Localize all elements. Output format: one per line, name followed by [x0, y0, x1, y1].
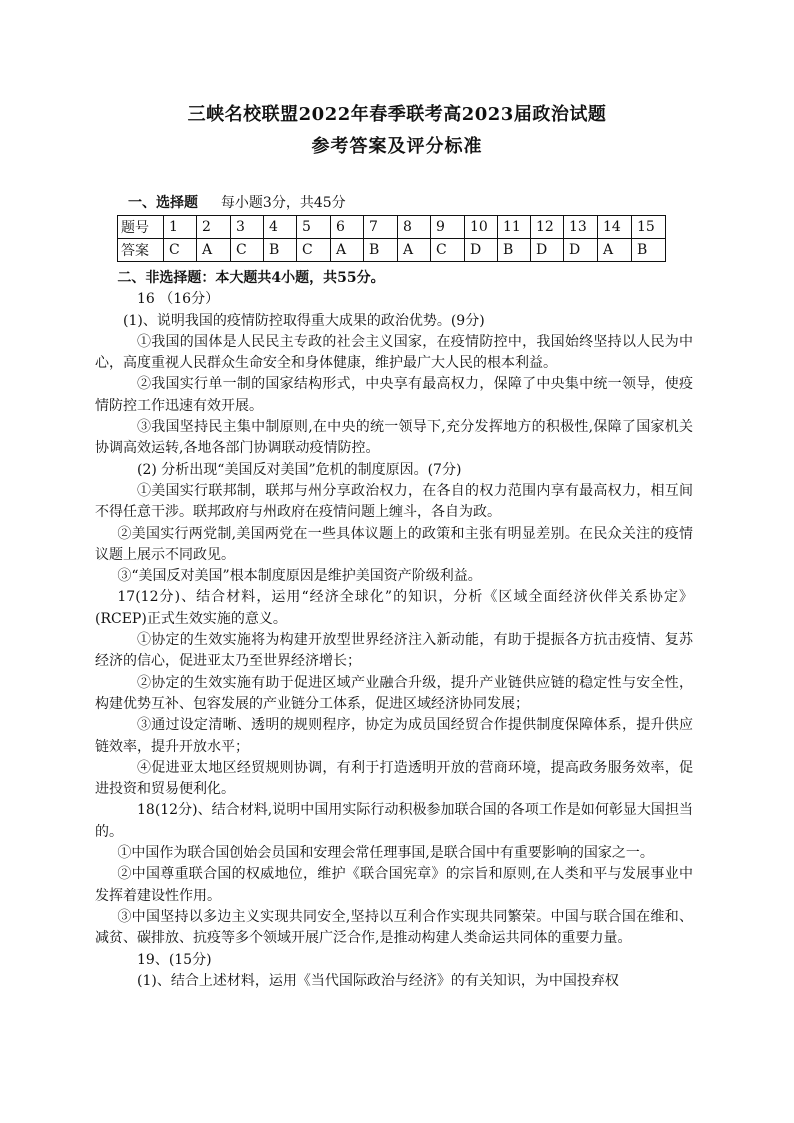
answer-cell: B — [632, 239, 666, 262]
table-row-label: 题号 — [118, 216, 164, 239]
question-16-part-1: (1)、说明我国的疫情防控取得重大成果的政治优势。(9分) — [123, 312, 485, 329]
answer-point: ②中国尊重联合国的权威地位，维护《联合国宪章》的宗旨和原则,在人类和平与发展事业中发挥着建设性作用。 — [95, 866, 693, 904]
question-18-heading: 18(12分)、结合材料,说明中国用实际行动积极参加联合国的各项工作是如何彰显大国担当的。 — [95, 802, 693, 840]
question-number: 3 — [231, 216, 264, 239]
question-17-heading: 17(12分)、结合材料，运用“经济全球化”的知识，分析《区域全面经济伙伴关系协定》(RCEP)正式生效实施的意义。 — [95, 589, 693, 627]
question-16-part-2: (2) 分析出现“美国反对美国”危机的制度原因。(7分) — [137, 461, 462, 478]
question-number: 5 — [297, 216, 331, 239]
answer-point: ②协定的生效实施有助于促进区域产业融合升级，提升产业链供应链的稳定性与安全性，构建优势互补、包容发展的产业链分工体系，促进区域经济协同发展； — [95, 674, 693, 712]
answer-cell: C — [297, 239, 331, 262]
question-number: 13 — [564, 216, 598, 239]
answer-cell: A — [331, 239, 364, 262]
answer-point: ①美国实行联邦制，联邦与州分享政治权力，在各自的权力范围内享有最高权力，相互间不得任意干涉。联邦政府与州政府在疫情问题上缠斗，各自为政。 — [95, 482, 693, 521]
table-row-label: 答案 — [118, 239, 164, 262]
answer-cell: A — [598, 239, 632, 262]
answer-point: ①协定的生效实施将为构建开放型世界经济注入新动能，有助于提振各方抗击疫情、复苏经济的信心，促进亚太乃至世界经济增长； — [95, 632, 693, 670]
answer-table-number-row — [118, 216, 666, 239]
question-number: 4 — [264, 216, 297, 239]
answer-body — [95, 268, 693, 992]
answer-point: ②美国实行两党制,美国两党在一些具体议题上的政策和主张有明显差别。在民众关注的疫情议题上展示不同政见。 — [95, 525, 693, 563]
question-number: 14 — [598, 216, 632, 239]
answer-cell: C — [431, 239, 465, 262]
question-16-heading: 16 （16分） — [137, 291, 220, 308]
question-number: 12 — [531, 216, 564, 239]
answer-cell: A — [398, 239, 431, 262]
section-2-title: 二、非选择题：本大题共4小题，共55分。 — [117, 270, 385, 286]
question-number: 6 — [331, 216, 364, 239]
question-19-heading: 19、(15分) — [137, 951, 212, 968]
answer-point: ②我国实行单一制的国家结构形式，中央享有最高权力，保障了中央集中统一领导，使疫情防控工作迅速有效开展。 — [95, 376, 693, 414]
answer-cell: B — [264, 239, 297, 262]
answer-point: ①我国的国体是人民民主专政的社会主义国家，在疫情防控中，我国始终坚持以人民为中心，高度重视人民群众生命安全和身体健康，维护最广大人民的根本利益。 — [95, 333, 693, 372]
answer-cell: B — [498, 239, 531, 262]
question-19-part-1: (1)、结合上述材料，运用《当代国际政治与经济》的有关知识，为中国投弃权 — [137, 972, 619, 989]
question-number: 15 — [632, 216, 666, 239]
section-1-heading — [128, 192, 346, 212]
answer-point: ①中国作为联合国创始会员国和安理会常任理事国,是联合国中有重要影响的国家之一。 — [117, 845, 654, 862]
question-number: 2 — [197, 216, 231, 239]
document-title: 三峡名校联盟2022年春季联考高2023届政治试题 — [187, 104, 607, 125]
answer-table-answer-row — [118, 239, 666, 262]
answer-cell: D — [564, 239, 598, 262]
answer-point: ③中国坚持以多边主义实现共同安全,坚持以互利合作实现共同繁荣。中国与联合国在维和、减贫、碳排放、抗疫等多个领域开展广泛合作,是推动构建人类命运共同体的重要力量。 — [95, 908, 693, 947]
question-number: 8 — [398, 216, 431, 239]
section-1-title: 一、选择题 — [128, 195, 198, 211]
question-number: 9 — [431, 216, 465, 239]
answer-table — [117, 215, 666, 262]
document-subtitle: 参考答案及评分标准 — [311, 136, 483, 157]
answer-point: ④促进亚太地区经贸规则协调，有利于打造透明开放的营商环境，提高政务服务效率，促进投资和贸易便利化。 — [95, 759, 693, 798]
section-2-heading — [95, 268, 693, 289]
section-1-note: 每小题3分，共45分 — [220, 195, 346, 211]
answer-cell: D — [531, 239, 564, 262]
answer-point: ③我国坚持民主集中制原则,在中央的统一领导下,充分发挥地方的积极性,保障了国家机关协调高效运转,各地各部门协调联动疫情防控。 — [95, 419, 693, 457]
question-number: 10 — [465, 216, 498, 239]
answer-cell: A — [197, 239, 231, 262]
answer-point: ③“美国反对美国”根本制度原因是维护美国资产阶级利益。 — [117, 568, 482, 585]
answer-cell: C — [164, 239, 197, 262]
question-number: 7 — [364, 216, 398, 239]
answer-cell: D — [465, 239, 498, 262]
answer-cell: C — [231, 239, 264, 262]
question-number: 1 — [164, 216, 197, 239]
answer-point: ③通过设定清晰、透明的规则程序，协定为成员国经贸合作提供制度保障体系，提升供应链效率，提升开放水平； — [95, 717, 693, 755]
answer-cell: B — [364, 239, 398, 262]
question-number: 11 — [498, 216, 531, 239]
